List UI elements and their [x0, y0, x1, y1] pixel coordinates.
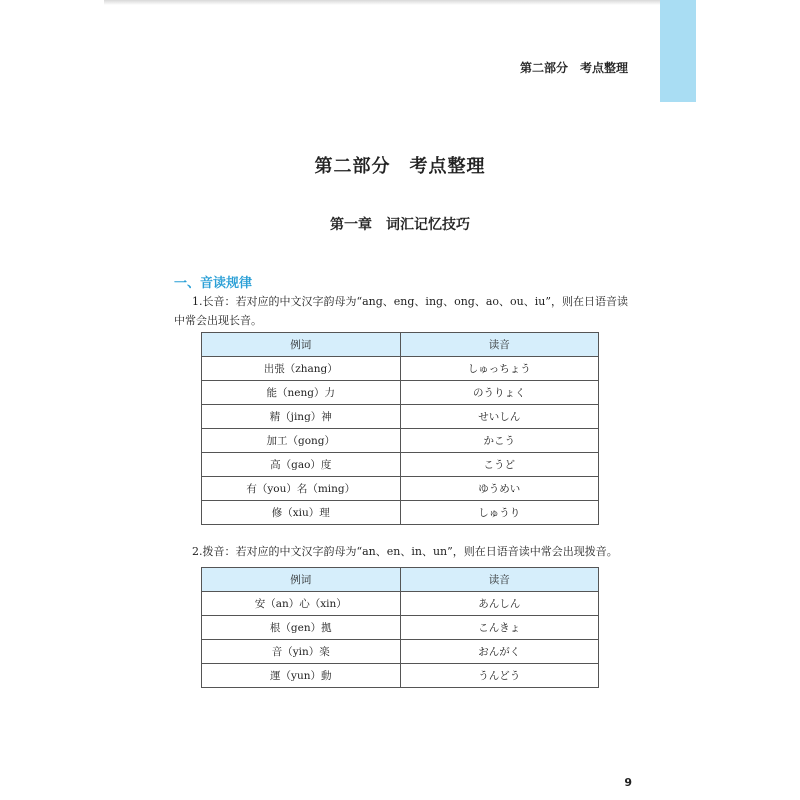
side-tab: [660, 0, 696, 102]
table-row: [202, 429, 599, 453]
reading-cell: ゆうめい: [400, 477, 599, 501]
table-row: [202, 405, 599, 429]
paragraph-long-vowel: 1.长音：若对应的中文汉字韵母为“ang、eng、ing、ong、ao、ou、iu”，则在日语音读中常会出现长音。: [174, 295, 628, 327]
reading-cell: こうど: [400, 453, 599, 477]
example-cell: 安（an）心（xin）: [202, 592, 401, 616]
chapter-title: 第一章 词汇记忆技巧: [330, 217, 470, 233]
table-row: [202, 501, 599, 525]
example-cell: 運（yun）動: [202, 664, 401, 688]
example-cell: 修（xiu）理: [202, 501, 401, 525]
reading-cell: おんがく: [400, 640, 599, 664]
nasal-table: [201, 567, 599, 688]
example-cell: 音（yin）楽: [202, 640, 401, 664]
reading-cell: うんどう: [400, 664, 599, 688]
column-header-reading: 读音: [400, 333, 599, 357]
part-title: 第二部分 考点整理: [314, 156, 486, 177]
table-row: [202, 664, 599, 688]
table-row: [202, 477, 599, 501]
table-row: [202, 616, 599, 640]
long-vowel-table: [201, 332, 599, 525]
example-cell: 精（jing）神: [202, 405, 401, 429]
column-header-example: 例词: [202, 568, 401, 592]
example-cell: 高（gao）度: [202, 453, 401, 477]
table-row: [202, 381, 599, 405]
table-header-row: [202, 568, 599, 592]
table-row: [202, 640, 599, 664]
column-header-reading: 读音: [400, 568, 599, 592]
table-header-row: [202, 333, 599, 357]
example-cell: 有（you）名（ming）: [202, 477, 401, 501]
reading-cell: しゅっちょう: [400, 357, 599, 381]
reading-cell: せいしん: [400, 405, 599, 429]
page-top-edge: [104, 0, 660, 5]
reading-cell: あんしん: [400, 592, 599, 616]
example-cell: 加工（gong）: [202, 429, 401, 453]
table-row: [202, 453, 599, 477]
reading-cell: のうりょく: [400, 381, 599, 405]
example-cell: 出張（zhang）: [202, 357, 401, 381]
table-row: [202, 357, 599, 381]
reading-cell: こんきょ: [400, 616, 599, 640]
column-header-example: 例词: [202, 333, 401, 357]
paragraph-nasal: 2.拨音：若对应的中文汉字韵母为“an、en、in、un”，则在日语音读中常会出现拨音。: [192, 545, 618, 558]
section-title: 一、音读规律: [174, 276, 253, 291]
reading-cell: かこう: [400, 429, 599, 453]
reading-cell: しゅうり: [400, 501, 599, 525]
example-cell: 根（gen）拠: [202, 616, 401, 640]
running-head: 第二部分 考点整理: [519, 61, 628, 75]
example-cell: 能（neng）力: [202, 381, 401, 405]
page-number: 9: [624, 776, 632, 789]
table-row: [202, 592, 599, 616]
